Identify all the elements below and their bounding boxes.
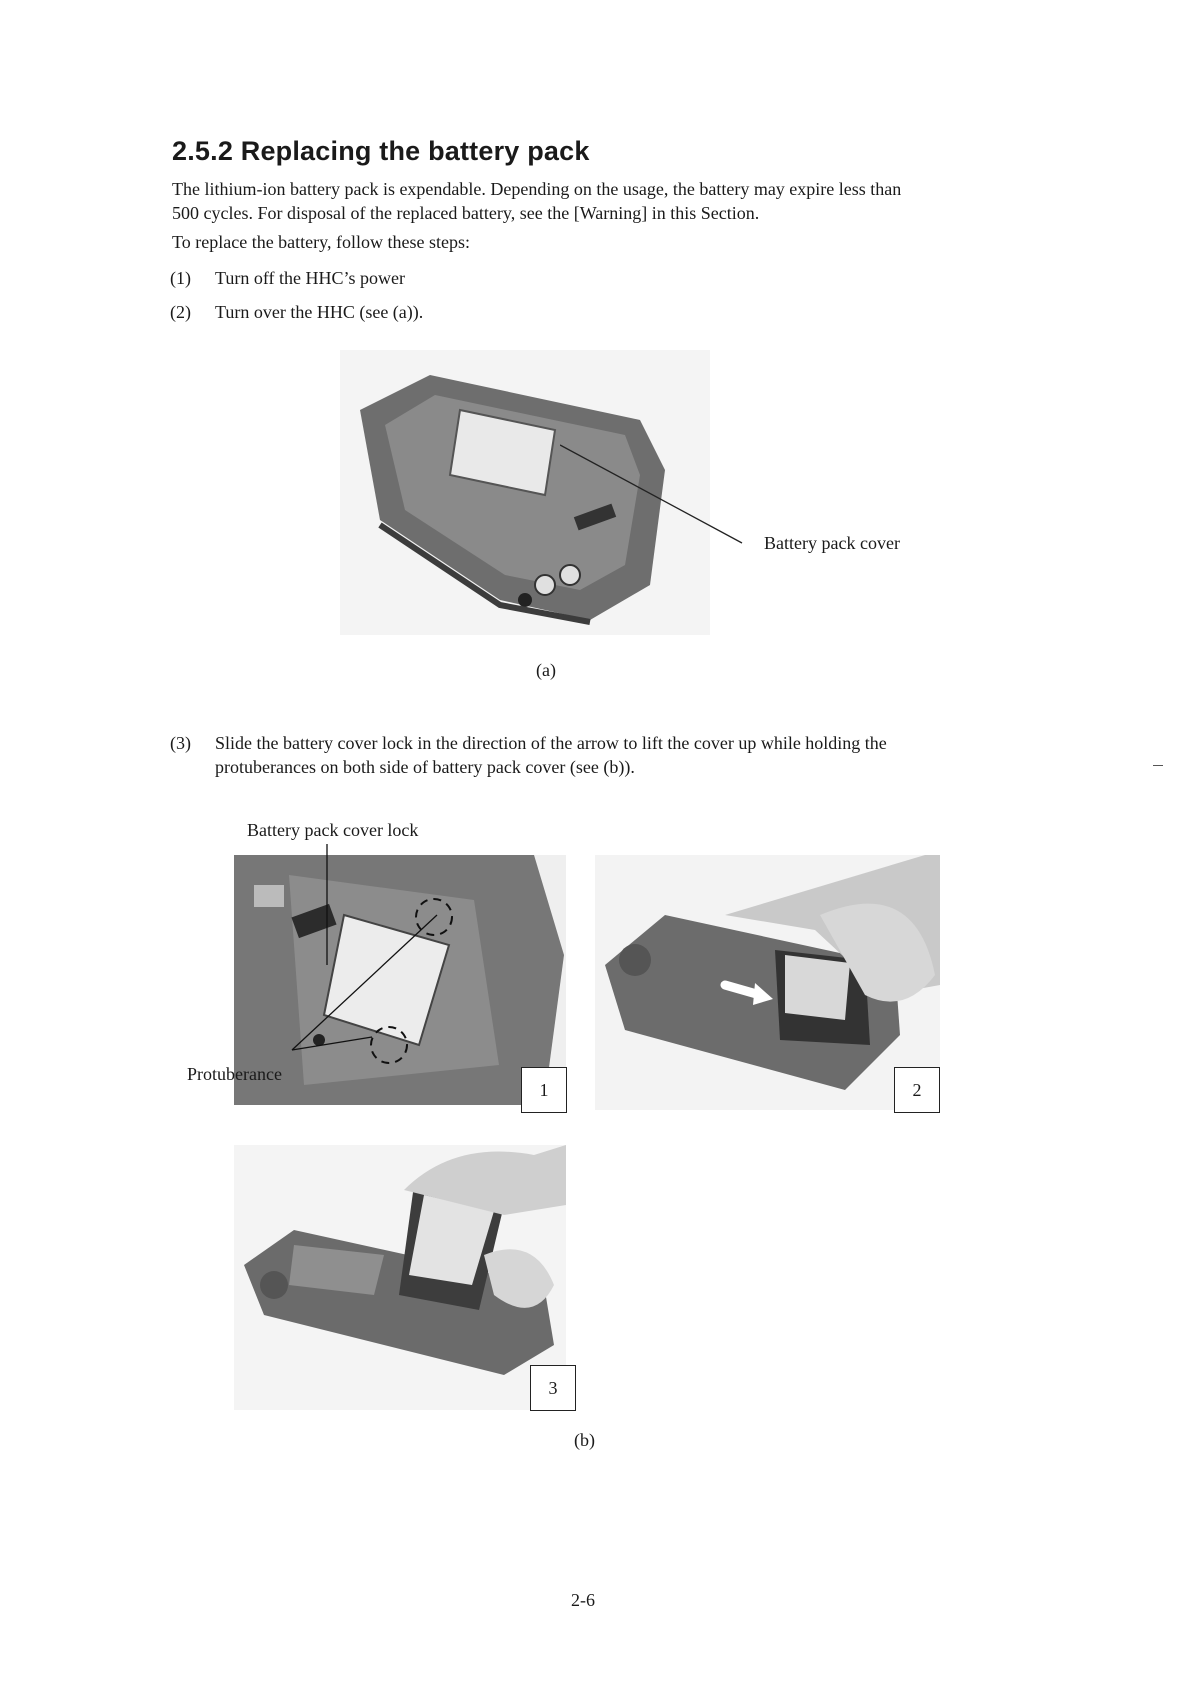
panel-number-3: 3 xyxy=(530,1365,576,1411)
margin-mark xyxy=(1153,765,1163,766)
intro-line-3: To replace the battery, follow these steps: xyxy=(172,232,470,252)
removing-battery-illustration xyxy=(234,1145,566,1410)
figure-b-photo-3 xyxy=(234,1145,566,1410)
callout-leaders-panel-1 xyxy=(232,840,472,1060)
intro-line-2: 500 cycles. For disposal of the replaced battery, see the [Warning] in this Section. xyxy=(172,203,760,223)
intro-line-1: The lithium-ion battery pack is expendable. Depending on the usage, the battery may expire less than xyxy=(172,179,902,199)
section-title: 2.5.2 Replacing the battery pack xyxy=(172,136,590,166)
figure-b-photo-2 xyxy=(595,855,940,1110)
step-3-number: (3) xyxy=(170,733,191,753)
step-1-number: (1) xyxy=(170,268,191,288)
step-3-text-line-1: Slide the battery cover lock in the direction of the arrow to lift the cover up while holding the xyxy=(215,733,887,753)
callout-leader-cover xyxy=(560,440,760,550)
figure-a-caption: (a) xyxy=(536,660,556,680)
lifting-cover-illustration xyxy=(595,855,940,1110)
step-2-number: (2) xyxy=(170,302,191,322)
callout-protuberance: Protuberance xyxy=(187,1064,282,1084)
page-number: 2-6 xyxy=(571,1590,595,1610)
figure-b-caption: (b) xyxy=(574,1430,595,1450)
callout-battery-pack-cover: Battery pack cover xyxy=(764,533,900,553)
callout-battery-pack-cover-lock: Battery pack cover lock xyxy=(247,820,419,840)
panel-number-2: 2 xyxy=(894,1067,940,1113)
step-1-text: Turn off the HHC’s power xyxy=(215,268,406,288)
step-2-text: Turn over the HHC (see (a)). xyxy=(215,302,424,322)
panel-number-1: 1 xyxy=(521,1067,567,1113)
step-3-text-line-2: protuberances on both side of battery pack cover (see (b)). xyxy=(215,757,635,777)
